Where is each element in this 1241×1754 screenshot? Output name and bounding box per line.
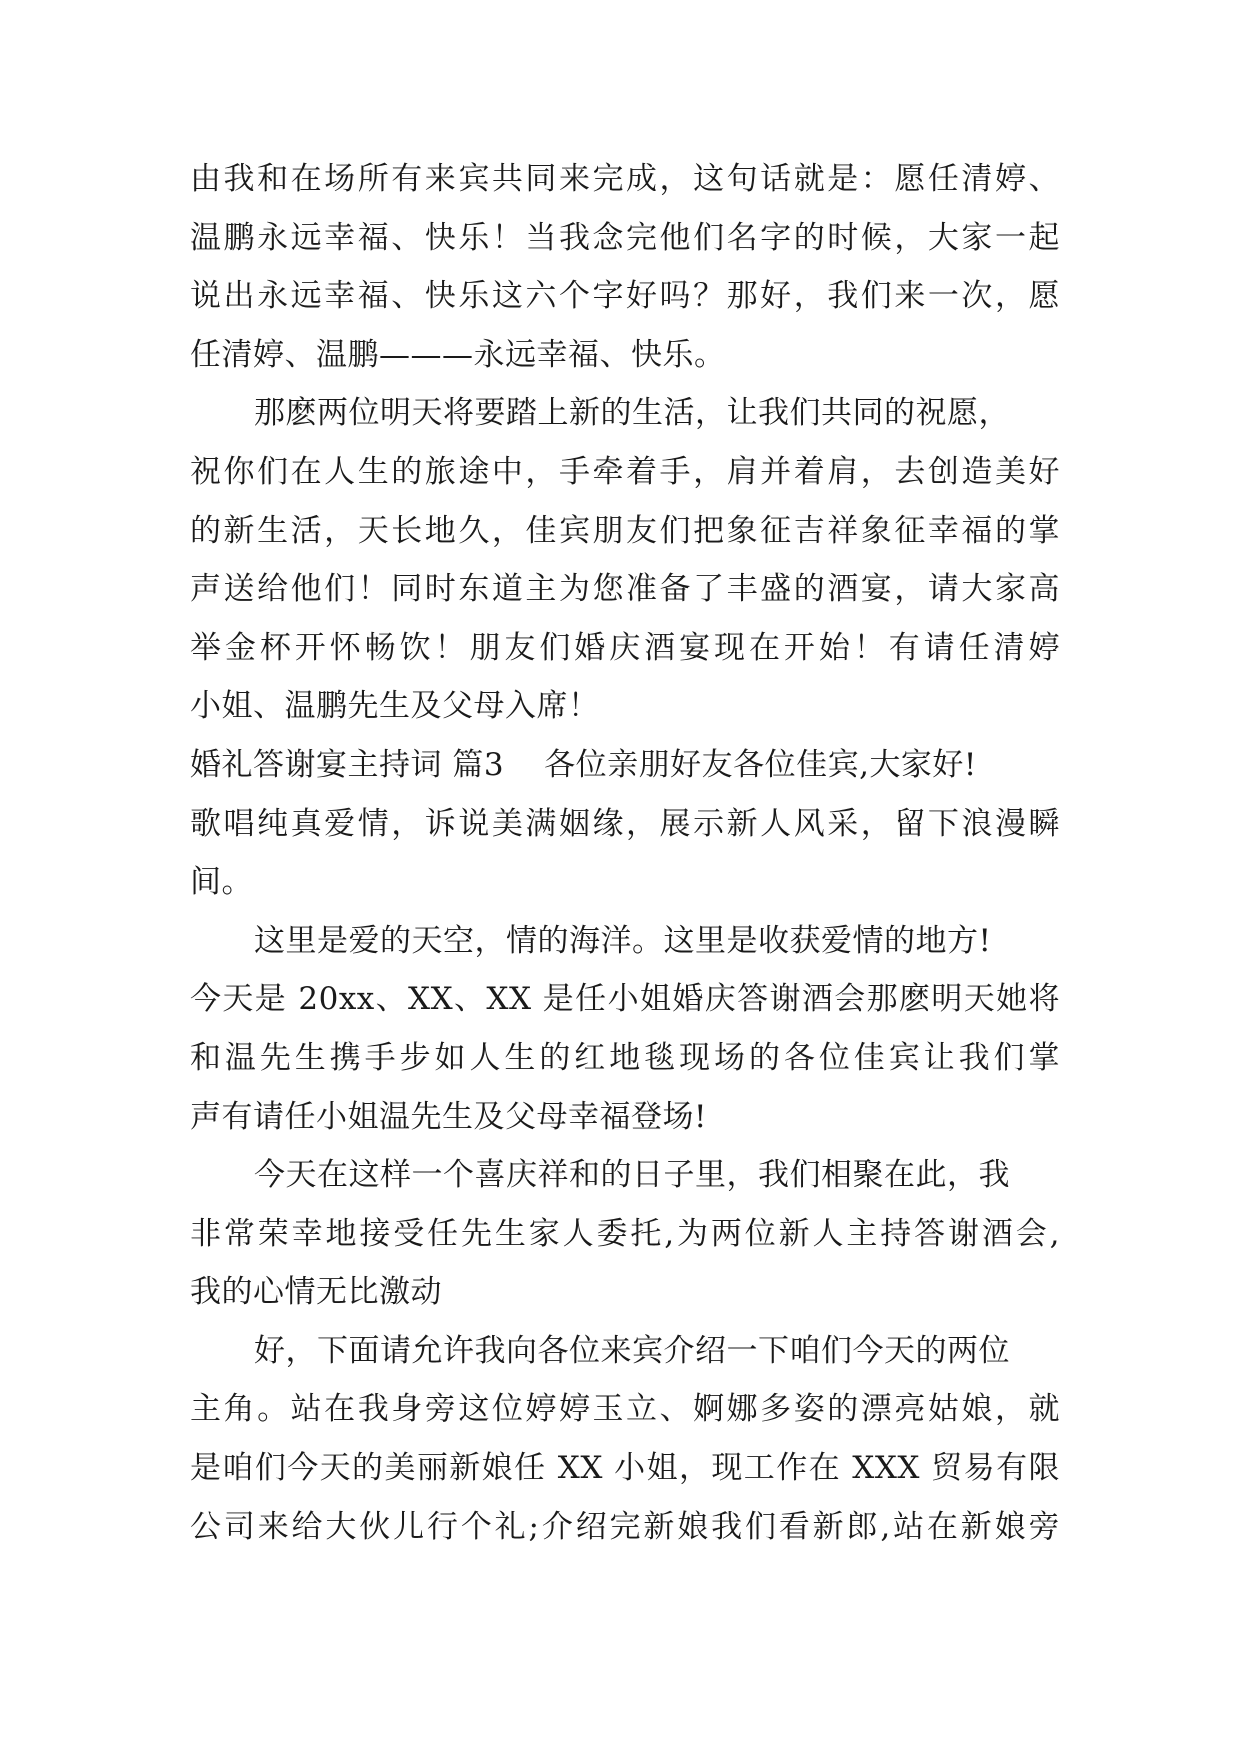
- text-line: 小姐、温鹏先生及父母入席！: [190, 688, 600, 725]
- paragraph-first-line: 好，下面请允许我向各位来宾介绍一下咱们今天的两位: [254, 1332, 1010, 1369]
- text-line: 声有请任小姐温先生及父母幸福登场!: [190, 1098, 707, 1135]
- section-heading-line: [190, 736, 1060, 795]
- text-line: 的新生活，天长地久，佳宾朋友们把象征吉祥象征幸福的掌: [190, 512, 1060, 549]
- text-line: 我的心情无比激动: [190, 1274, 442, 1311]
- text-line: 公司来给大伙儿行个礼;介绍完新娘我们看新郎,站在新娘旁: [190, 1508, 1060, 1545]
- text-line: 温鹏永远幸福、快乐！当我念完他们名字的时候，大家一起: [190, 219, 1060, 256]
- text-line: 和温先生携手步如人生的红地毯现场的各位佳宾让我们掌: [190, 1039, 1060, 1076]
- text-line: 祝你们在人生的旅途中，手牵着手，肩并着肩，去创造美好: [190, 453, 1060, 490]
- text-line: 由我和在场所有来宾共同来完成，这句话就是：愿任清婷、: [190, 161, 1060, 197]
- text-line: 举金杯开怀畅饮！朋友们婚庆酒宴现在开始！有请任清婷: [190, 629, 1060, 666]
- greeting-text: 各位亲朋好友各位佳宾,大家好!: [544, 746, 977, 783]
- document-page: [190, 150, 1060, 1556]
- text-line: 声送给他们！同时东道主为您准备了丰盛的酒宴，请大家高: [190, 571, 1060, 608]
- text-line: 是咱们今天的美丽新娘任 XX 小姐，现工作在 XXX 贸易有限: [190, 1450, 1060, 1487]
- paragraph-first-line: 那麽两位明天将要踏上新的生活，让我们共同的祝愿，: [254, 395, 1010, 432]
- text-line: 说出永远幸福、快乐这六个字好吗？那好，我们来一次，愿: [190, 278, 1060, 315]
- text-line: 主角。站在我身旁这位婷婷玉立、婀娜多姿的漂亮姑娘，就: [190, 1391, 1060, 1428]
- paragraph-first-line: 这里是爱的天空，情的海洋。这里是收获爱情的地方!: [254, 922, 992, 959]
- text-line: 任清婷、温鹏———永远幸福、快乐。: [190, 336, 726, 373]
- paragraph-first-line: 今天在这样一个喜庆祥和的日子里，我们相聚在此，我: [254, 1157, 1010, 1194]
- text-line: 歌唱纯真爱情，诉说美满姻缘，展示新人风采，留下浪漫瞬: [190, 805, 1060, 842]
- text-line: 间。: [190, 864, 253, 901]
- text-line: 非常荣幸地接受任先生家人委托,为两位新人主持答谢酒会,: [190, 1215, 1060, 1252]
- section-title: 婚礼答谢宴主持词 篇3: [190, 746, 505, 783]
- text-line: 今天是 20xx、XX、XX 是任小姐婚庆答谢酒会那麽明天她将: [190, 981, 1060, 1018]
